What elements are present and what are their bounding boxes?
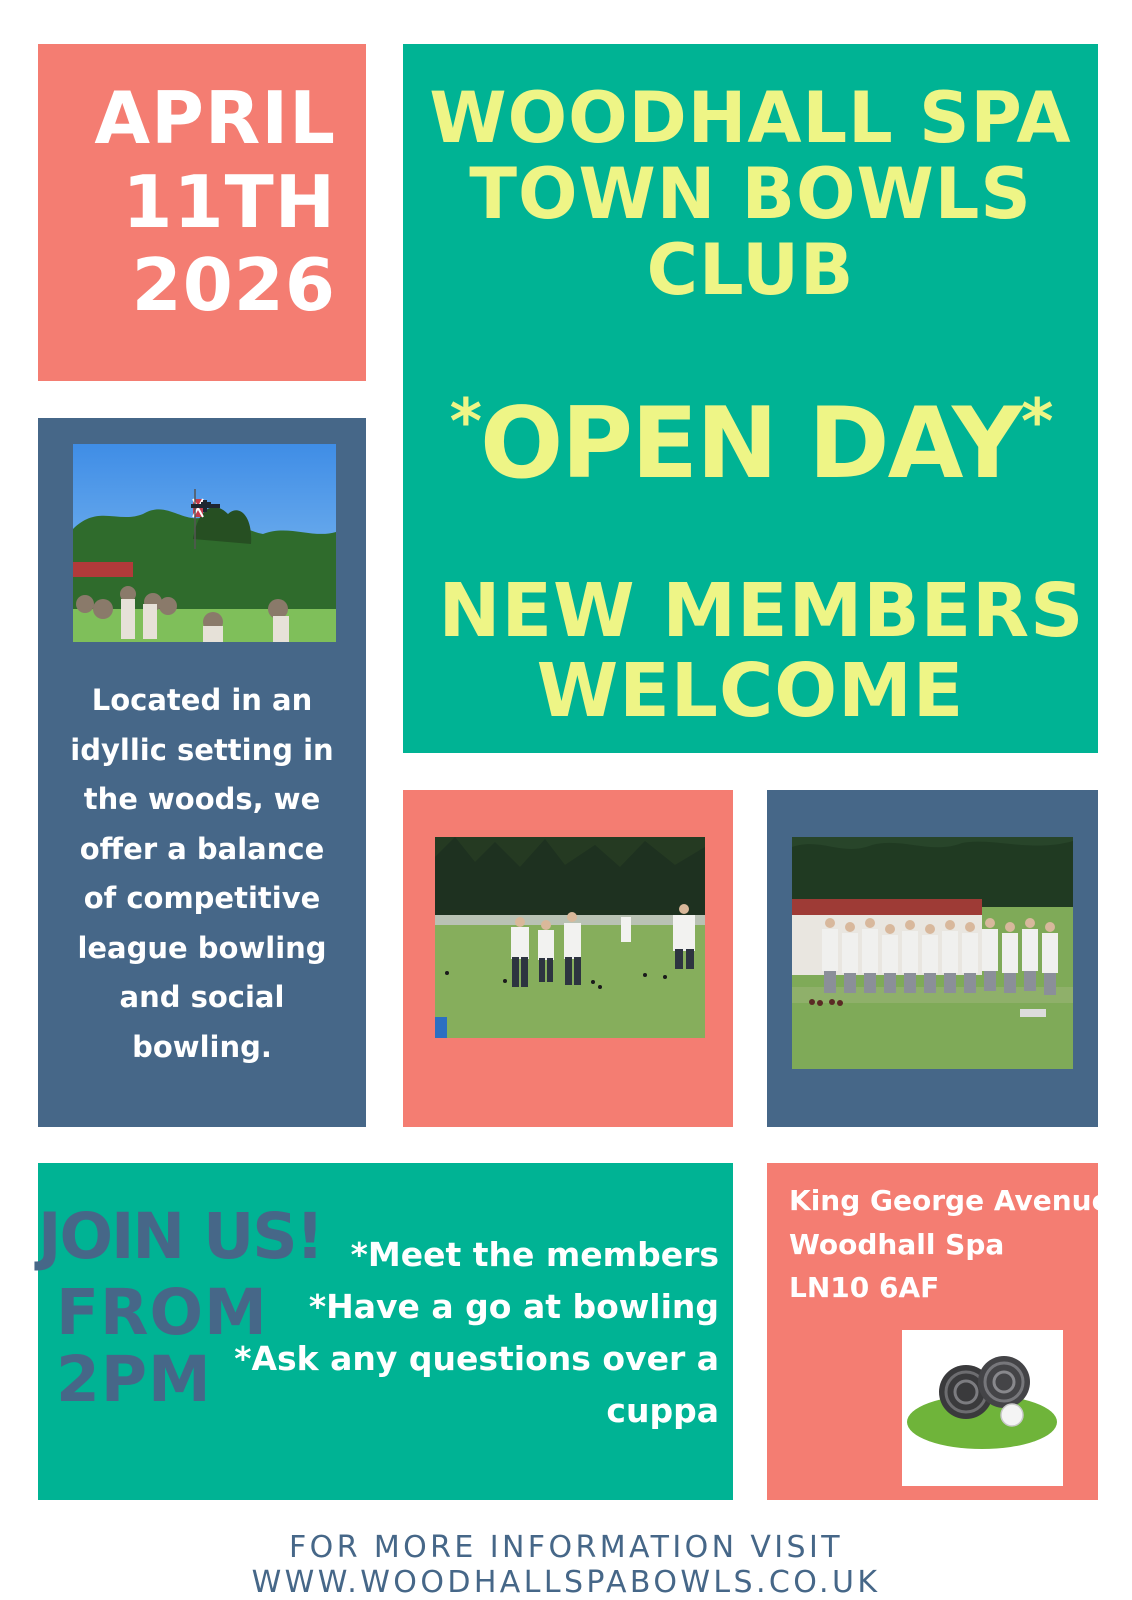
open-day-star-right: * — [1021, 385, 1052, 458]
intro-panel — [38, 418, 366, 1127]
date-year: 2026 — [131, 243, 336, 327]
activity-try-bowling: *Have a go at bowling — [308, 1287, 719, 1326]
join-us-heading: JOIN US! — [38, 1200, 323, 1273]
date-day: 11TH — [122, 160, 336, 244]
open-day-heading — [403, 385, 1098, 501]
activity-ask-questions-cont: cuppa — [606, 1391, 719, 1430]
intro-line: Located in an — [91, 683, 313, 717]
flypast-photo — [73, 444, 336, 642]
intro-line: idyllic setting in — [70, 732, 334, 767]
title-panel — [403, 44, 1098, 753]
from-label: FROM — [56, 1276, 268, 1349]
flypast-photo-image — [73, 444, 336, 642]
intro-line: bowling. — [132, 1029, 272, 1064]
open-day-text: OPEN DAY — [480, 387, 1021, 501]
club-members-group-image — [792, 837, 1073, 1069]
club-name-line-1: WOODHALL SPA — [429, 77, 1072, 159]
bowlers-on-green-photo — [435, 837, 705, 1038]
welcome-line-1: NEW MEMBERS — [438, 568, 1085, 654]
address-town: Woodhall Spa — [789, 1228, 1005, 1261]
bowlers-on-green-image — [435, 837, 705, 1038]
address-street: King George Avenue — [789, 1184, 1111, 1217]
activity-meet-members: *Meet the members — [350, 1235, 719, 1274]
welcome-line-2: WELCOME — [536, 648, 965, 734]
club-logo — [902, 1330, 1063, 1486]
intro-line: offer a balance — [79, 831, 325, 866]
club-members-group-photo — [792, 837, 1073, 1069]
address-postcode: LN10 6AF — [789, 1271, 940, 1304]
footer-website: FOR MORE INFORMATION VISIT WWW.WOODHALLSPABOWLS.CO.UK — [251, 1530, 881, 1600]
club-name-line-2: TOWN BOWLS — [469, 153, 1032, 235]
bowlers-photo-panel — [403, 790, 733, 1127]
intro-line: league bowling — [77, 930, 327, 965]
open-day-star-left: * — [449, 385, 480, 458]
intro-line: the woods, we — [83, 782, 321, 816]
lawn-bowls-icon — [902, 1330, 1063, 1486]
club-name-line-3: CLUB — [646, 229, 855, 311]
intro-line: of competitive — [83, 881, 321, 915]
club-group-photo-panel — [767, 790, 1098, 1127]
join-us-panel — [38, 1163, 733, 1500]
intro-text — [54, 676, 350, 1072]
address-panel — [767, 1163, 1111, 1500]
date-month: APRIL — [94, 76, 336, 160]
intro-line: and social — [119, 980, 285, 1014]
activity-ask-questions: *Ask any questions over a — [234, 1339, 719, 1378]
date-panel — [38, 44, 366, 381]
start-time: 2PM — [56, 1343, 212, 1416]
